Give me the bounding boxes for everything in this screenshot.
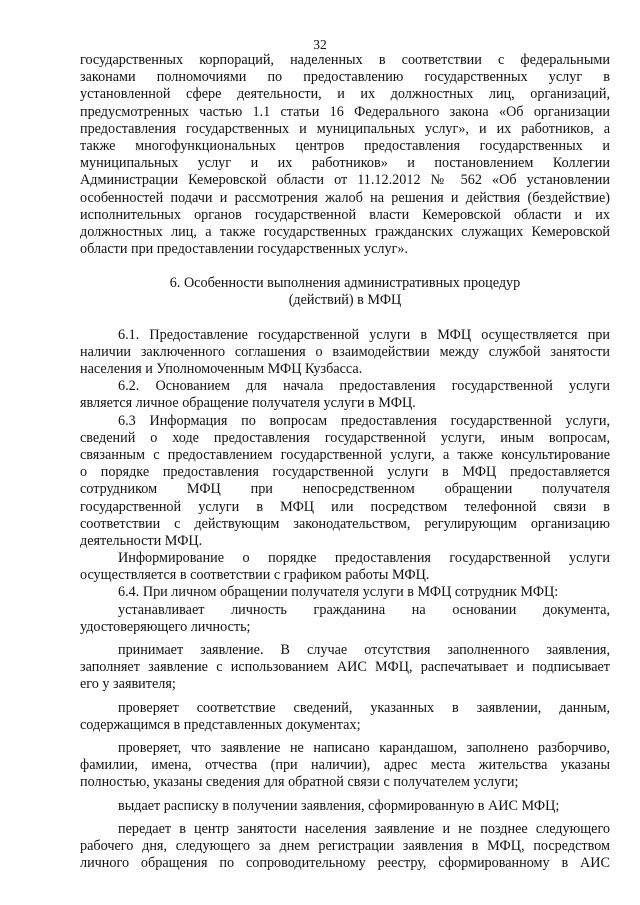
text-line: выдает расписку в получении заявления, сформированную в АИС МФЦ; [118,797,560,814]
text-line: государственной услуги в МФЦ или посредством телефонной связи в [80,498,610,515]
text-line: законами полномочиями по предоставлению государственных услуг в [80,69,610,86]
document-body [80,52,610,872]
text-line: 6.4. При личном обращении получателя услуги в МФЦ сотрудник МФЦ: [118,584,559,601]
text-line: Администрации Кемеровской области от 11.12.2012 № 562 «Об установлении [80,172,610,189]
text-line: должностных лиц, а также государственных гражданских служащих Кемеровской [80,223,610,240]
paragraph-6-1 [80,327,610,379]
text-line: полностью, указаны сведения для обратной связи с получателем услуги; [80,774,519,791]
text-line: проверяет соответствие сведений, указанных в заявлении, данным, [118,699,610,716]
text-line: является личное обращение получателя услуги в МФЦ. [80,395,416,412]
list-item-accept [80,642,610,694]
text-line: 6.2. Основанием для начала предоставления государственной услуги [118,378,610,395]
text-line: устанавливает личность гражданина на основании документа, [118,601,610,618]
text-line: сотрудником МФЦ при непосредственном обращении получателя [80,481,610,498]
text-line: соответствии с действующим законодательством, регулирующим организацию [80,515,610,532]
text-line: передает в центр занятости населения заявление и не позднее следующего [118,820,610,837]
text-line: заполняет заявление с использованием АИС МФЦ, распечатывает и подписывает [80,659,610,676]
text-line: установленной сфере деятельности, и их должностных лиц, организаций, [80,86,610,103]
paragraph-6-4 [80,584,610,601]
text-line: области при предоставлении государственных услуг». [80,241,409,258]
text-line: личного обращения по сопроводительному реестру, сформированному в АИС [80,855,610,872]
list-item-check [80,700,610,734]
text-line: 6.3 Информация по вопросам предоставления государственной услуги, [118,412,610,429]
text-line: предоставления государственных и муниципальных услуг», и их работников, а [80,120,610,137]
text-line: наличии заключенного соглашения о взаимодействии между службой занятости [80,343,610,360]
text-line: также многофункциональных центров предоставления государственных и [80,137,610,154]
text-line: рабочего дня, следующего за днем регистрации заявления в МФЦ, посредством [80,837,610,854]
paragraph-6-3 [80,413,610,551]
heading-line: (действий) в МФЦ [288,292,402,309]
paragraph-6-2 [80,378,610,412]
text-line: принимает заявление. В случае отсутствия заполненного заявления, [118,642,610,658]
section-heading [80,275,610,309]
text-line: о порядке предоставления государственной услуги в МФЦ предоставляется [80,464,610,481]
text-line: проверяет, что заявление не написано карандашом, заполнено разборчиво, [118,739,610,756]
text-line: удостоверяющего личность; [80,618,251,635]
text-line: муниципальных услуг и их работников» и постановлением Коллегии [80,155,610,172]
text-line: осуществляется в соответствии с графиком работы МФЦ. [80,567,430,584]
text-line: фамилии, имена, отчества (при наличии), адрес места жительства указаны [80,757,610,774]
list-item-verify [80,740,610,792]
text-line: 6.1. Предоставление государственной услуги в МФЦ осуществляется при [118,326,610,343]
text-line: особенностей подачи и рассмотрения жалоб на решения и действия (бездействие) [80,189,610,206]
text-line: Информирование о порядке предоставления государственной услуги [118,550,610,567]
text-line: его у заявителя; [80,676,176,693]
text-line: связанным с предоставлением государственной услуги, а также консультирование [80,446,610,463]
list-item-transfer [80,821,610,873]
heading-line: 6. Особенности выполнения административных процедур [169,275,521,292]
text-line: исполнительных органов государственной власти Кемеровской области и их [80,206,610,223]
paragraph-informing [80,550,610,584]
text-line: населения и Уполномоченным МФЦ Кузбасса. [80,361,363,377]
text-line: сведений о ходе предоставления государственной услуги, иным вопросам, [80,429,610,446]
text-line: деятельности МФЦ. [80,532,203,549]
list-item-receipt [80,798,610,815]
text-line: государственных корпораций, наделенных в соответствии с федеральными [80,52,610,68]
paragraph-continuation [80,52,610,258]
text-line: предусмотренных частью 1.1 статьи 16 Федерального закона «Об организации [80,103,610,120]
list-item-identify [80,602,610,636]
text-line: содержащимся в представленных документах; [80,716,361,733]
page-number: 32 [313,37,327,52]
